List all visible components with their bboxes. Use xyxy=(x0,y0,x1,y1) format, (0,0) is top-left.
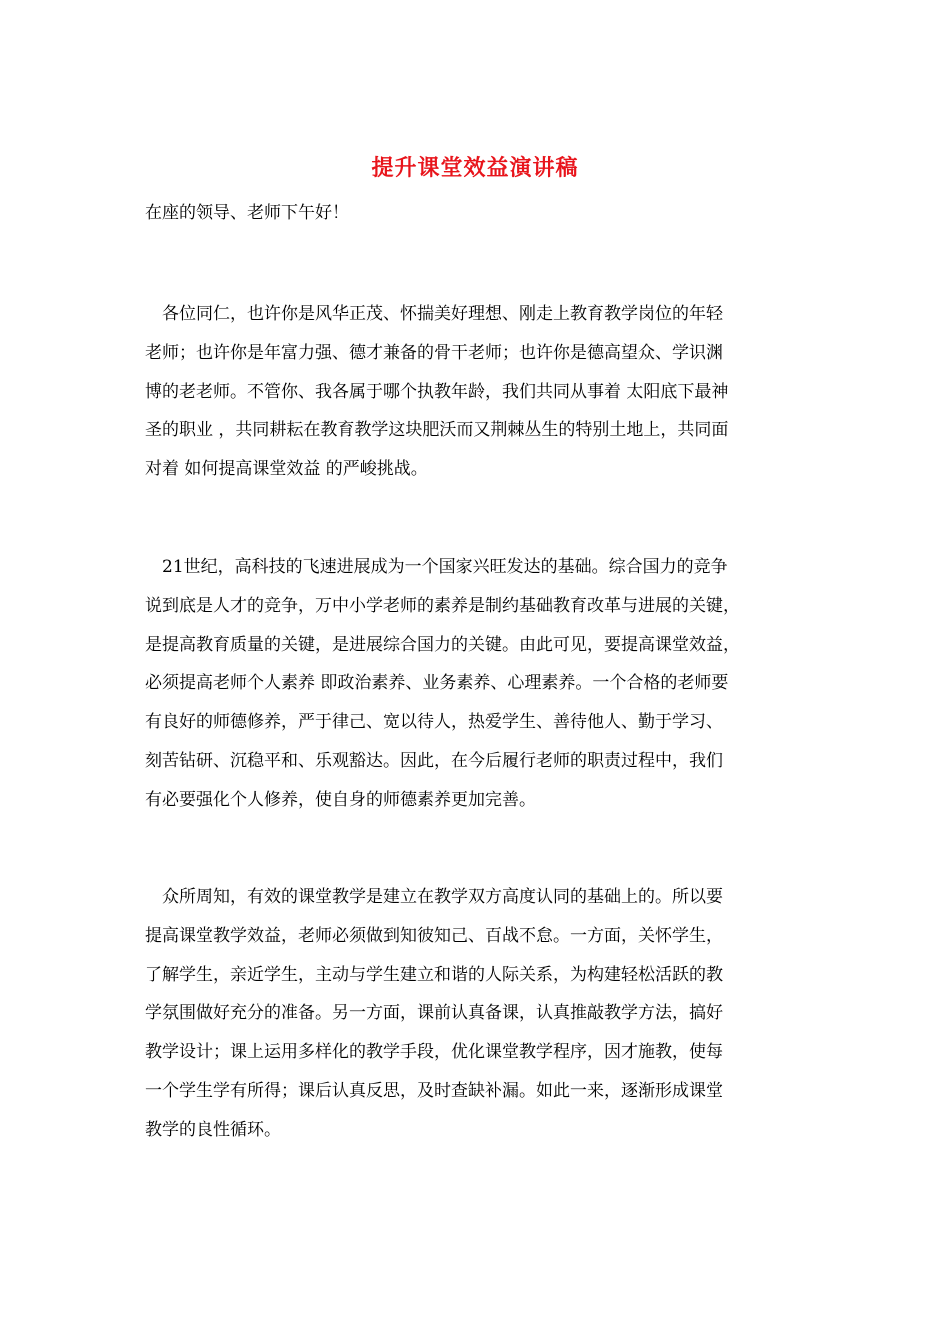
paragraph-line: 21世纪，高科技的飞速进展成为一个国家兴旺发达的基础。综合国力的竞争 xyxy=(162,557,728,577)
paragraph-line: 有良好的师德修养，严于律己、宽以待人，热爱学生、善待他人、勤于学习、 xyxy=(145,712,723,733)
paragraph-line: 提高课堂教学效益，老师必须做到知彼知己、百战不怠。一方面，关怀学生， xyxy=(145,925,723,946)
paragraph-line: 有必要强化个人修养，使自身的师德素养更加完善。 xyxy=(145,789,536,810)
paragraph-line: 说到底是人才的竞争，万中小学老师的素养是制约基础教育改革与进展的关键， xyxy=(145,595,740,616)
paragraph-line: 各位同仁，也许你是风华正茂、怀揣美好理想、刚走上教育教学岗位的年轻 xyxy=(162,304,723,324)
paragraph-2 xyxy=(145,548,815,820)
paragraph-line: 必须提高老师个人素养 即政治素养、业务素养、心理素养。一个合格的老师要 xyxy=(145,673,729,694)
paragraph-line: 博的老老师。不管你、我各属于哪个执教年龄，我们共同从事着 太阳底下最神 xyxy=(145,381,729,402)
paragraph-line: 一个学生学有所得；课后认真反思，及时查缺补漏。如此一来，逐渐形成课堂 xyxy=(145,1080,723,1101)
paragraph-line: 对着 如何提高课堂效益 的严峻挑战。 xyxy=(145,459,428,480)
paragraph-line: 老师；也许你是年富力强、德才兼备的骨干老师；也许你是德高望众、学识渊 xyxy=(145,342,723,363)
paragraph-line: 学氛围做好充分的准备。另一方面，课前认真备课，认真推敲教学方法，搞好 xyxy=(145,1003,723,1024)
paragraph-line: 了解学生，亲近学生，主动与学生建立和谐的人际关系，为构建轻松活跃的教 xyxy=(145,964,723,985)
paragraph-line: 教学设计；课上运用多样化的教学手段，优化课堂教学程序，因才施教，使每 xyxy=(145,1042,723,1063)
paragraph-3 xyxy=(145,878,815,1150)
paragraph-line: 是提高教育质量的关键，是进展综合国力的关键。由此可见，要提高课堂效益， xyxy=(145,634,740,655)
paragraph-line: 教学的良性循环。 xyxy=(145,1119,281,1140)
greeting-line: 在座的领导、老师下午好！ xyxy=(145,203,349,223)
paragraph-line: 圣的职业 ，共同耕耘在教育教学这块肥沃而又荆棘丛生的特别土地上，共同面 xyxy=(145,420,729,441)
document-title: 提升课堂效益演讲稿 xyxy=(371,155,579,181)
paragraph-line: 众所周知，有效的课堂教学是建立在教学双方高度认同的基础上的。所以要 xyxy=(162,887,723,907)
paragraph-1 xyxy=(145,295,815,489)
paragraph-line: 刻苦钻研、沉稳平和、乐观豁达。因此，在今后履行老师的职责过程中，我们 xyxy=(145,750,723,771)
